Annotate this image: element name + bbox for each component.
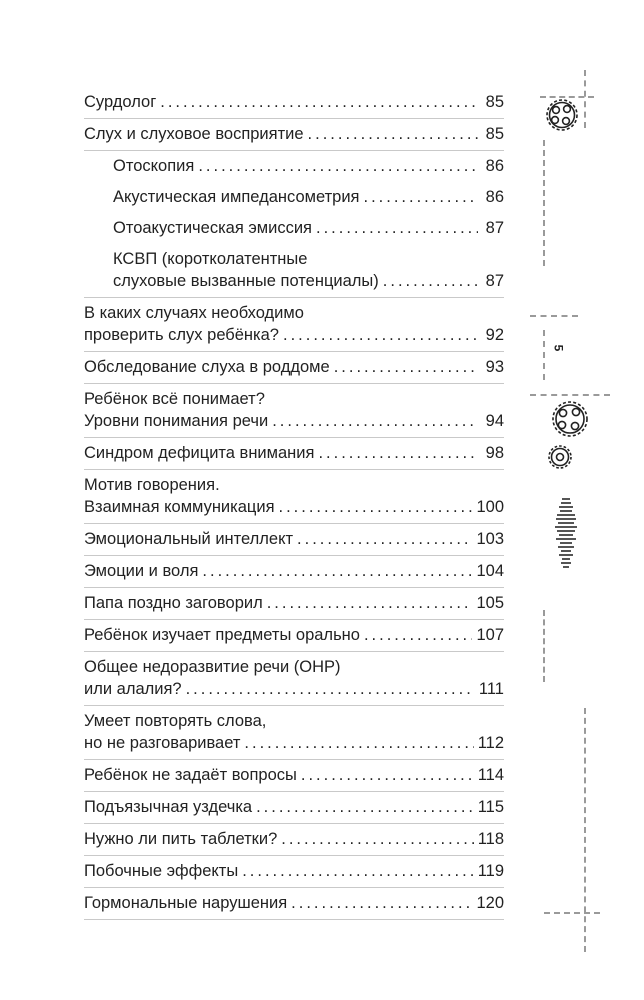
toc-entry[interactable] bbox=[84, 652, 504, 706]
gears-icon bbox=[546, 397, 594, 473]
dot-leader bbox=[383, 270, 478, 292]
dot-leader bbox=[364, 186, 479, 208]
dot-leader bbox=[244, 732, 473, 754]
toc-entry[interactable] bbox=[84, 792, 504, 824]
toc-entry-title: Эмоции и воля bbox=[84, 562, 199, 580]
toc-entry-title: Гормональные нарушения bbox=[84, 894, 288, 912]
dot-leader bbox=[297, 528, 472, 550]
dot-leader bbox=[202, 560, 472, 582]
toc-entry-title: Обследование слуха в роддоме bbox=[84, 358, 330, 376]
toc-entry-page: 120 bbox=[476, 894, 504, 912]
toc-entry-title-line: Общее недоразвитие речи (ОНР) bbox=[84, 658, 341, 676]
toc-entry[interactable] bbox=[84, 620, 504, 652]
toc-entry-page: 115 bbox=[477, 798, 504, 816]
toc-entry-title: Слух и слуховое восприятие bbox=[84, 125, 304, 143]
toc-entry-page: 105 bbox=[476, 594, 504, 612]
dashed-rule bbox=[543, 140, 545, 266]
toc-entry-title-line: КСВП (коротколатентные bbox=[113, 250, 308, 268]
toc-entry-page: 107 bbox=[476, 626, 504, 644]
dot-leader bbox=[272, 410, 478, 432]
dot-leader bbox=[308, 123, 478, 145]
toc-entry-title: проверить слух ребёнка? bbox=[84, 326, 279, 344]
toc-entry[interactable] bbox=[84, 244, 504, 298]
toc-entry[interactable] bbox=[84, 298, 504, 352]
toc-entry-title: но не разговаривает bbox=[84, 734, 241, 752]
toc-entry[interactable] bbox=[84, 352, 504, 384]
toc-entry[interactable] bbox=[84, 470, 504, 524]
toc-entry-page: 100 bbox=[476, 498, 504, 516]
dot-leader bbox=[316, 217, 478, 239]
toc-entry-title-line: В каких случаях необходимо bbox=[84, 304, 304, 322]
dot-leader bbox=[291, 892, 472, 914]
toc-entry[interactable] bbox=[84, 87, 504, 119]
toc-entry-page: 118 bbox=[477, 830, 504, 848]
dashed-rule bbox=[584, 708, 586, 952]
dot-leader bbox=[283, 324, 478, 346]
toc-entry[interactable] bbox=[84, 888, 504, 920]
toc-entry[interactable] bbox=[84, 824, 504, 856]
toc-entry-page: 114 bbox=[477, 766, 504, 784]
toc-entry-title: или алалия? bbox=[84, 680, 182, 698]
toc-entry-page: 85 bbox=[485, 125, 504, 143]
toc-entry-title: Отоскопия bbox=[113, 157, 195, 175]
toc-entry-title: Ребёнок не задаёт вопросы bbox=[84, 766, 297, 784]
toc-entry[interactable] bbox=[84, 524, 504, 556]
toc-entry-page: 87 bbox=[485, 272, 504, 290]
dot-leader bbox=[301, 764, 474, 786]
toc-entry-title-line: Умеет повторять слова, bbox=[84, 712, 267, 730]
toc-entry-title: Сурдолог bbox=[84, 93, 157, 111]
toc-entry[interactable] bbox=[84, 438, 504, 470]
toc-entry-title: Акустическая импедансометрия bbox=[113, 188, 360, 206]
toc-entry-title: Папа поздно заговорил bbox=[84, 594, 263, 612]
toc-entry-title: Отоакустическая эмиссия bbox=[113, 219, 312, 237]
dashed-rule bbox=[543, 330, 545, 380]
toc-entry[interactable] bbox=[84, 119, 504, 151]
toc-entry-page: 104 bbox=[476, 562, 504, 580]
toc-entry[interactable] bbox=[84, 588, 504, 620]
toc-entry-title-line: Ребёнок всё понимает? bbox=[84, 390, 265, 408]
toc-entry-page: 94 bbox=[485, 412, 504, 430]
toc-entry-page: 112 bbox=[477, 734, 504, 752]
toc-entry-page: 92 bbox=[485, 326, 504, 344]
dot-leader bbox=[198, 155, 478, 177]
dot-leader bbox=[160, 91, 478, 113]
dot-leader bbox=[186, 678, 475, 700]
toc-entry[interactable] bbox=[84, 182, 504, 213]
dot-leader bbox=[256, 796, 474, 818]
sound-wave-icon bbox=[555, 498, 577, 570]
toc-entry-title-line: Мотив говорения. bbox=[84, 476, 220, 494]
toc-entry-page: 119 bbox=[477, 862, 504, 880]
toc-entry[interactable] bbox=[84, 856, 504, 888]
table-of-contents bbox=[84, 87, 504, 920]
dot-leader bbox=[279, 496, 473, 518]
dot-leader bbox=[364, 624, 473, 646]
toc-entry[interactable] bbox=[84, 556, 504, 588]
dot-leader bbox=[334, 356, 478, 378]
toc-entry-page: 98 bbox=[485, 444, 504, 462]
toc-entry[interactable] bbox=[84, 151, 504, 182]
dot-leader bbox=[242, 860, 473, 882]
toc-entry[interactable] bbox=[84, 384, 504, 438]
toc-entry[interactable] bbox=[84, 706, 504, 760]
toc-entry-title: Ребёнок изучает предметы орально bbox=[84, 626, 360, 644]
dot-leader bbox=[318, 442, 478, 464]
dashed-rule bbox=[543, 610, 545, 682]
toc-entry-title: Уровни понимания речи bbox=[84, 412, 269, 430]
toc-entry-page: 103 bbox=[476, 530, 504, 548]
toc-entry-title: Взаимная коммуникация bbox=[84, 498, 275, 516]
dot-leader bbox=[267, 592, 473, 614]
toc-entry-page: 86 bbox=[485, 188, 504, 206]
dot-leader bbox=[281, 828, 473, 850]
toc-entry-title: Подъязычная уздечка bbox=[84, 798, 253, 816]
gears-icon bbox=[541, 95, 583, 135]
toc-entry-page: 85 bbox=[485, 93, 504, 111]
toc-entry-page: 111 bbox=[478, 680, 504, 698]
toc-entry-page: 86 bbox=[485, 157, 504, 175]
toc-entry-title: Эмоциональный интеллект bbox=[84, 530, 294, 548]
toc-entry-title: Побочные эффекты bbox=[84, 862, 239, 880]
toc-entry-page: 93 bbox=[485, 358, 504, 376]
toc-entry-page: 87 bbox=[485, 219, 504, 237]
dashed-rule bbox=[544, 912, 600, 914]
toc-entry-title: Нужно ли пить таблетки? bbox=[84, 830, 278, 848]
dashed-rule bbox=[584, 70, 586, 128]
dashed-rule bbox=[530, 315, 578, 317]
dashed-rule bbox=[530, 394, 610, 396]
toc-entry-title: Синдром дефицита внимания bbox=[84, 444, 315, 462]
toc-entry-title: слуховые вызванные потенциалы) bbox=[113, 272, 379, 290]
toc-entry[interactable] bbox=[84, 760, 504, 792]
toc-entry[interactable] bbox=[84, 213, 504, 244]
page-number: 5 bbox=[551, 344, 566, 352]
